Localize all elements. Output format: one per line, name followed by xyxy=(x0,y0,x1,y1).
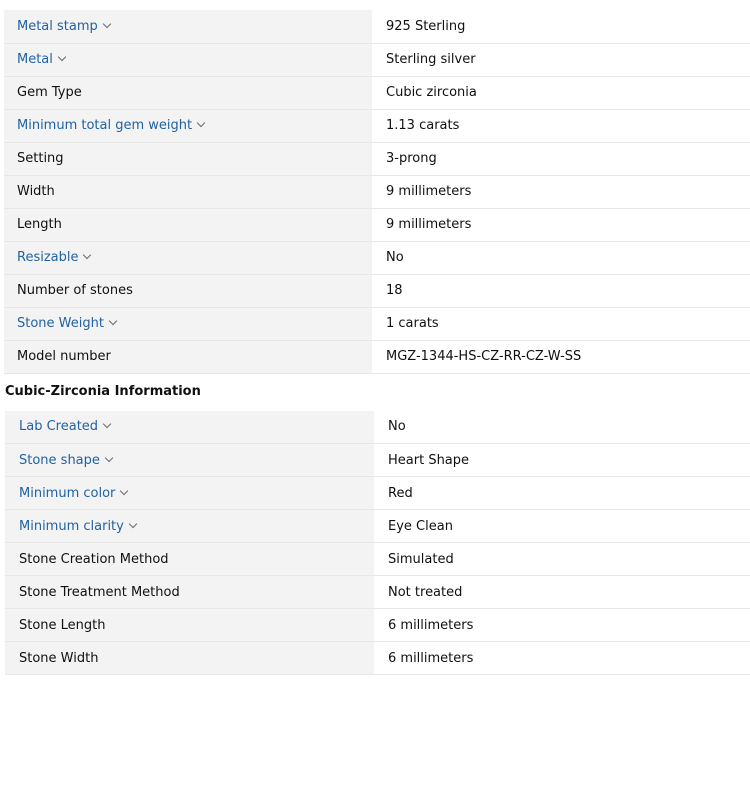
spec-value-gem-type: Cubic zirconia xyxy=(372,76,750,109)
chevron-down-icon[interactable] xyxy=(83,251,91,259)
chevron-down-icon[interactable] xyxy=(58,53,66,61)
spec-label-cell xyxy=(5,543,374,576)
spec-label-stone-width: Stone Width xyxy=(19,650,99,666)
spec-value-stone-treatment-method: Not treated xyxy=(374,576,750,609)
spec-label-stone-treatment-method: Stone Treatment Method xyxy=(19,584,180,600)
spec-label-cell xyxy=(4,109,372,142)
spec-value-stone-length: 6 millimeters xyxy=(374,609,750,642)
spec-row-metal xyxy=(4,43,750,76)
spec-row-stone-shape xyxy=(5,444,750,477)
spec-label-number-of-stones: Number of stones xyxy=(17,283,133,298)
spec-label-resizable[interactable]: Resizable xyxy=(17,250,79,265)
spec-label-cell xyxy=(4,175,372,208)
product-spec-table xyxy=(4,10,750,374)
chevron-down-icon[interactable] xyxy=(103,420,111,428)
cubic-zirconia-spec-table xyxy=(5,411,750,676)
cubic-zirconia-spec-rows xyxy=(5,411,750,675)
spec-value-model-number: MGZ-1344-HS-CZ-RR-CZ-W-SS xyxy=(372,340,750,373)
spec-label-metal-stamp[interactable]: Metal stamp xyxy=(17,18,98,34)
spec-label-cell xyxy=(4,340,372,373)
spec-label-gem-type: Gem Type xyxy=(17,85,82,100)
spec-row-setting xyxy=(4,142,750,175)
spec-label-cell xyxy=(4,142,372,175)
spec-label-stone-creation-method: Stone Creation Method xyxy=(19,551,169,567)
spec-value-stone-creation-method: Simulated xyxy=(374,543,750,576)
chevron-down-icon[interactable] xyxy=(103,20,111,28)
spec-value-minimum-total-gem-weight: 1.13 carats xyxy=(372,109,750,142)
spec-label-length: Length xyxy=(17,217,62,232)
spec-row-stone-treatment-method xyxy=(5,576,750,609)
spec-label-setting: Setting xyxy=(17,151,64,166)
spec-row-metal-stamp xyxy=(4,10,750,43)
spec-row-stone-width xyxy=(5,642,750,675)
chevron-down-icon[interactable] xyxy=(197,119,205,127)
spec-row-lab-created xyxy=(5,411,750,444)
spec-label-stone-shape[interactable]: Stone shape xyxy=(19,452,100,468)
spec-value-metal-stamp: 925 Sterling xyxy=(372,10,750,43)
spec-label-cell xyxy=(5,576,374,609)
chevron-down-icon[interactable] xyxy=(120,486,128,494)
spec-label-stone-length: Stone Length xyxy=(19,617,106,633)
spec-label-minimum-total-gem-weight[interactable]: Minimum total gem weight xyxy=(17,118,193,133)
spec-label-minimum-clarity[interactable]: Minimum clarity xyxy=(19,518,124,534)
spec-label-cell xyxy=(5,642,374,675)
product-spec-rows xyxy=(4,10,750,373)
spec-label-cell xyxy=(4,76,372,109)
spec-label-cell xyxy=(5,444,374,477)
spec-row-model-number xyxy=(4,340,750,373)
spec-row-minimum-total-gem-weight xyxy=(4,109,750,142)
section-title-cubic-zirconia: Cubic-Zirconia Information xyxy=(5,383,201,399)
spec-label-model-number: Model number xyxy=(17,349,111,364)
spec-row-number-of-stones xyxy=(4,274,750,307)
spec-label-cell xyxy=(5,411,374,444)
spec-label-lab-created[interactable]: Lab Created xyxy=(19,419,99,435)
spec-row-minimum-color xyxy=(5,477,750,510)
spec-label-metal[interactable]: Metal xyxy=(17,52,53,67)
spec-label-cell xyxy=(5,477,374,510)
spec-value-stone-shape: Heart Shape xyxy=(374,444,750,477)
spec-label-cell xyxy=(4,274,372,307)
spec-label-minimum-color[interactable]: Minimum color xyxy=(19,485,116,501)
spec-row-width xyxy=(4,175,750,208)
spec-row-minimum-clarity xyxy=(5,510,750,543)
spec-value-resizable: No xyxy=(372,241,750,274)
spec-label-width: Width xyxy=(17,184,55,199)
spec-row-stone-length xyxy=(5,609,750,642)
spec-value-setting: 3-prong xyxy=(372,142,750,175)
spec-row-length xyxy=(4,208,750,241)
spec-value-width: 9 millimeters xyxy=(372,175,750,208)
spec-value-stone-weight: 1 carats xyxy=(372,307,750,340)
spec-label-cell xyxy=(5,510,374,543)
spec-row-stone-weight xyxy=(4,307,750,340)
spec-value-stone-width: 6 millimeters xyxy=(374,642,750,675)
spec-label-stone-weight[interactable]: Stone Weight xyxy=(17,316,104,331)
spec-value-length: 9 millimeters xyxy=(372,208,750,241)
chevron-down-icon[interactable] xyxy=(129,519,137,527)
spec-value-minimum-color: Red xyxy=(374,477,750,510)
spec-row-stone-creation-method xyxy=(5,543,750,576)
chevron-down-icon[interactable] xyxy=(109,317,117,325)
spec-value-minimum-clarity: Eye Clean xyxy=(374,510,750,543)
spec-label-cell xyxy=(5,609,374,642)
spec-value-number-of-stones: 18 xyxy=(372,274,750,307)
spec-value-lab-created: No xyxy=(374,411,750,444)
spec-label-cell xyxy=(4,307,372,340)
spec-label-cell xyxy=(4,43,372,76)
spec-row-resizable xyxy=(4,241,750,274)
spec-label-cell xyxy=(4,10,372,43)
spec-value-metal: Sterling silver xyxy=(372,43,750,76)
spec-label-cell xyxy=(4,208,372,241)
spec-row-gem-type xyxy=(4,76,750,109)
spec-label-cell xyxy=(4,241,372,274)
chevron-down-icon[interactable] xyxy=(105,453,113,461)
